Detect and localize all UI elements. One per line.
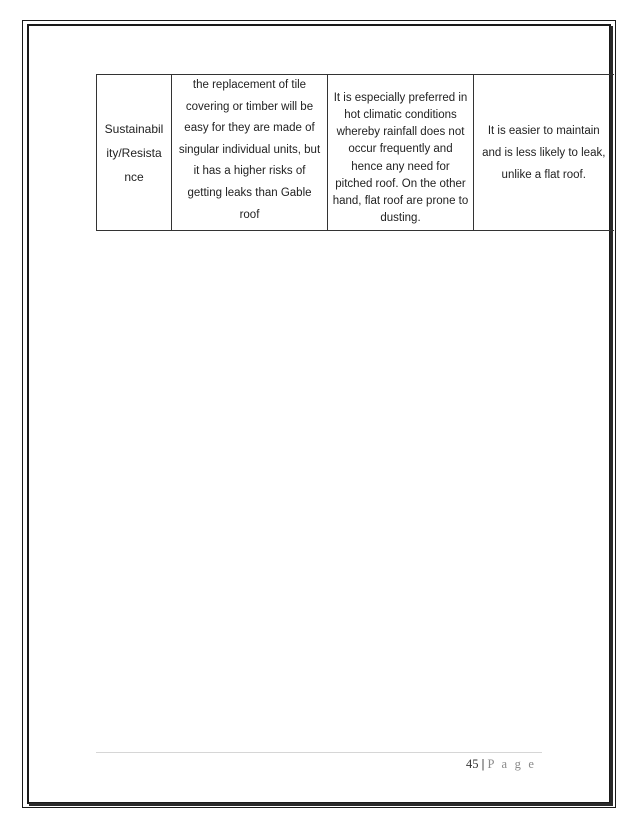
table-cell: It is especially preferred in hot climatic conditions whereby rainfall does not occur frequently and hence any need for pitched roof. On the other hand, flat roof are prone to dusting. — [328, 75, 474, 231]
table-cell: It is easier to maintain and is less likely to leak, unlike a flat roof. — [474, 75, 614, 231]
page-number: 45 — [466, 757, 479, 771]
page-footer — [466, 757, 536, 772]
table-cell: the replacement of tile covering or timber will be easy for they are made of singular individual units, but it has a higher risks of getting leaks than Gable roof — [172, 75, 328, 231]
page-label: P a g e — [487, 757, 537, 771]
footer-divider — [96, 752, 542, 753]
table-row — [97, 75, 614, 231]
criterion-cell: Sustainabil ity/Resista nce — [97, 75, 172, 231]
footer-separator: | — [481, 757, 485, 771]
comparison-table — [96, 74, 614, 231]
